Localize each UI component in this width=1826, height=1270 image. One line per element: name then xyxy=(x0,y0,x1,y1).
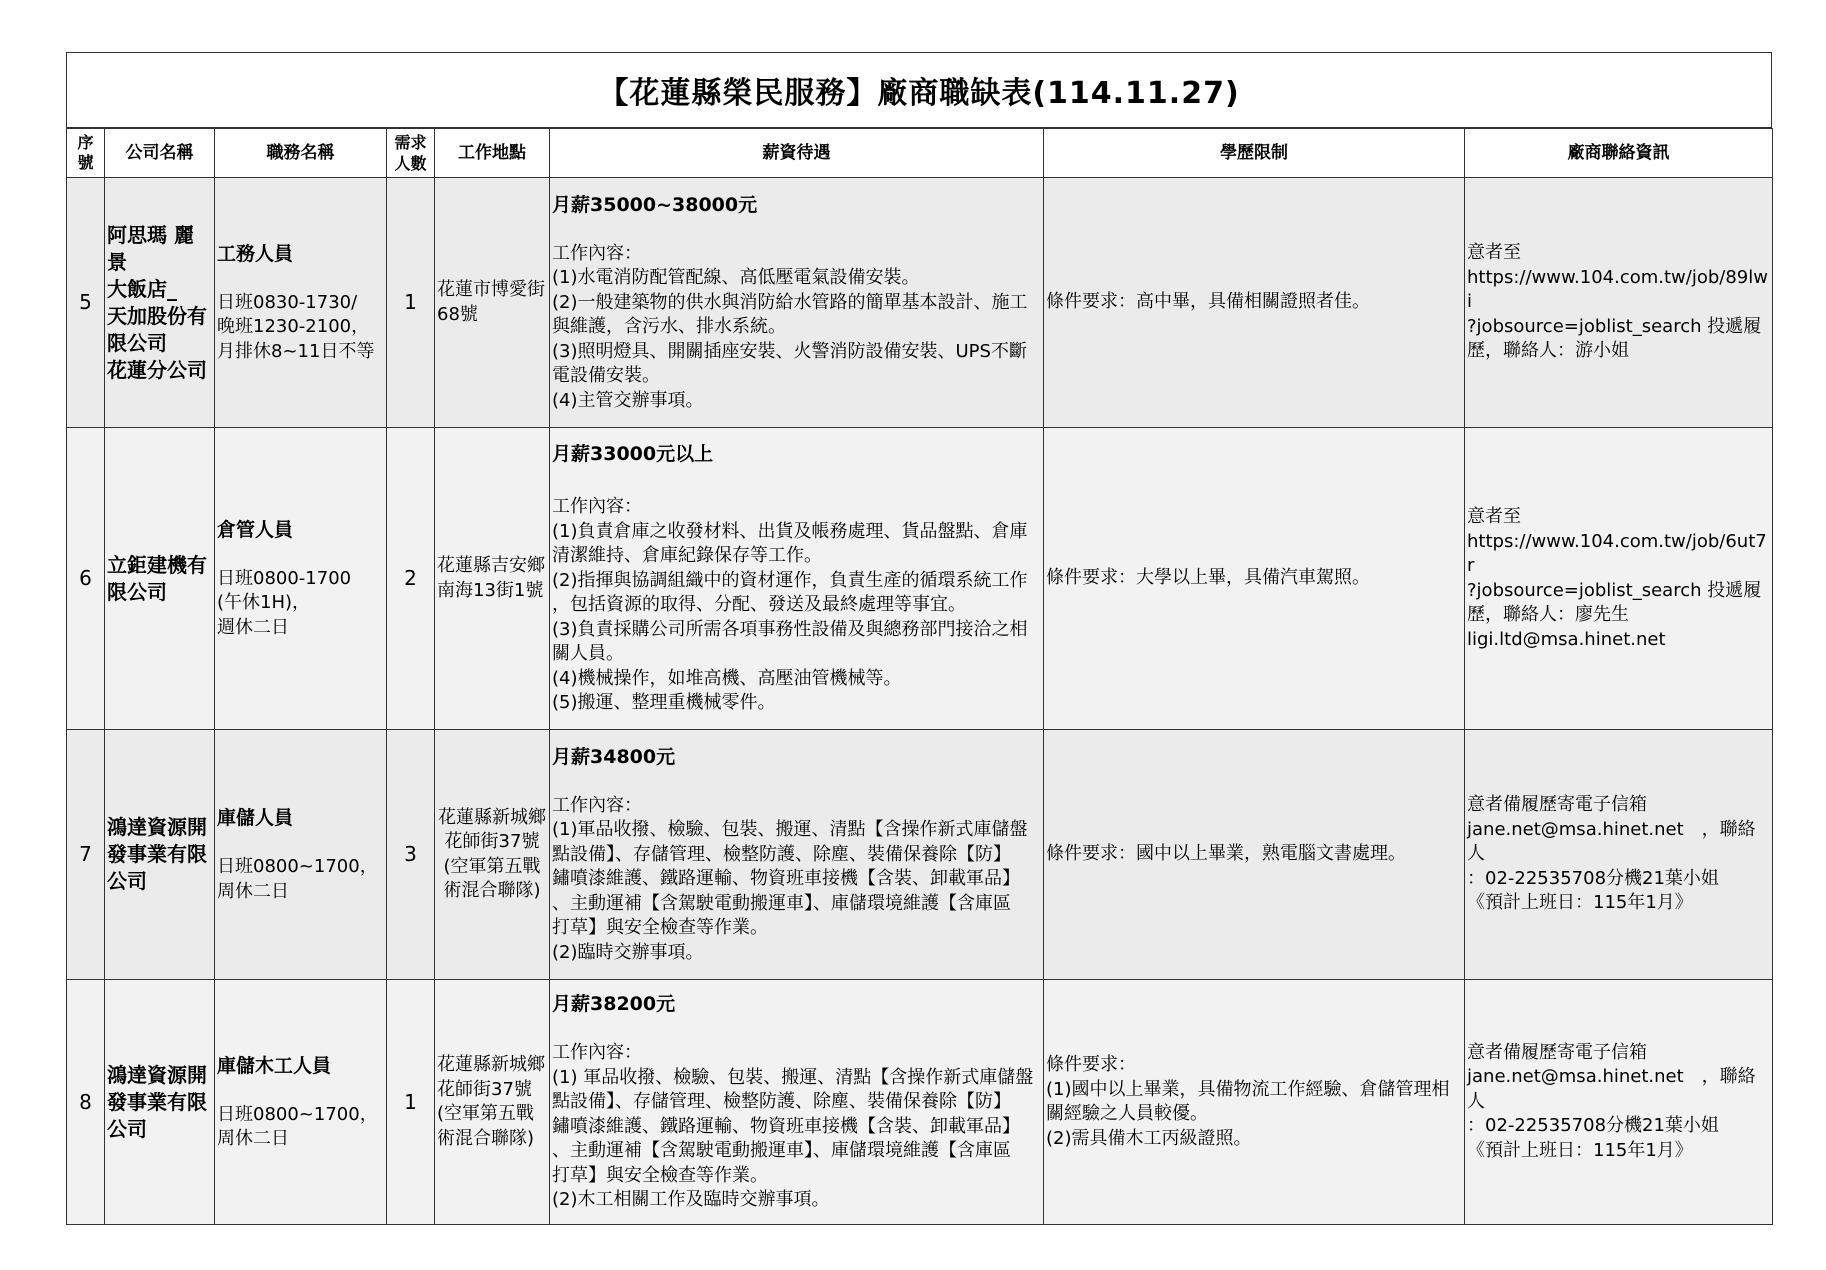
job-title: 工務人員 xyxy=(217,242,294,265)
content-line: 、主動運補【含駕駛電動搬運車】、庫儲環境維護【含庫區 xyxy=(552,892,1011,914)
content-line: 打草】與安全檢查等作業。 xyxy=(552,917,768,939)
content-line: 與維護，含污水、排水系統。 xyxy=(552,316,786,338)
education-line: 關經驗之人員較優。 xyxy=(1046,1103,1208,1124)
seq-cell: 6 xyxy=(67,428,105,730)
education-cell xyxy=(1044,730,1465,980)
content-line: 電設備安裝。 xyxy=(552,365,660,387)
company-line: 天加股份有 xyxy=(107,303,207,328)
education-cell xyxy=(1044,980,1465,1225)
contact-cell xyxy=(1465,980,1773,1225)
contact-cell xyxy=(1465,428,1773,730)
content-line: (3)照明燈具、開關插座安裝、火警消防設備安裝、UPS不斷 xyxy=(552,340,1027,362)
education-cell xyxy=(1044,428,1465,730)
contact-email[interactable]: ligi.ltd@msa.hinet.net xyxy=(1467,628,1666,650)
content-line: 點設備】、存儲管理、檢整防護、除塵、裝備保養除【防】 xyxy=(552,843,1011,865)
location-line: (空軍第五戰 xyxy=(437,1103,535,1124)
header-location: 工作地點 xyxy=(435,129,550,178)
content-line: (2)木工相關工作及臨時交辦事項。 xyxy=(552,1189,830,1211)
company-line: 立鉅建機有 xyxy=(107,552,207,577)
company-line: 發事業有限 xyxy=(107,1089,207,1114)
contact-line: 意者至 xyxy=(1467,242,1521,264)
contact-line: 歷，聯絡人：游小姐 xyxy=(1467,340,1629,362)
contact-line: 意者至 xyxy=(1467,506,1521,527)
content-line: (2)指揮與協調組織中的資材運作，負責生產的循環系統工作 xyxy=(552,569,1028,591)
content-line: (1)負責倉庫之收發材料、出貨及帳務處理、貨品盤點、倉庫 xyxy=(552,520,1028,542)
job-cell xyxy=(215,178,387,428)
company-line: 限公司 xyxy=(107,330,167,355)
location-line: 68號 xyxy=(437,303,478,325)
content-line: 鏽噴漆維護、鐵路運輸、物資班車接機【含裝、卸載軍品】 xyxy=(552,1115,1020,1137)
header-salary: 薪資待遇 xyxy=(550,129,1044,178)
job-cell xyxy=(215,428,387,730)
job-title: 庫儲木工人員 xyxy=(217,1054,332,1077)
job-title: 庫儲人員 xyxy=(217,807,294,829)
header-job: 職務名稱 xyxy=(215,129,387,178)
contact-line: ?jobsource=joblist_search 投遞履 xyxy=(1467,315,1762,337)
contact-link[interactable]: https://www.104.com.tw/job/89lwi xyxy=(1467,266,1768,313)
salary-cell xyxy=(550,730,1044,980)
content-line: (1)水電消防配管配線、高低壓電氣設備安裝。 xyxy=(552,267,920,289)
contact-line: 歷，聯絡人：廖先生 xyxy=(1467,604,1629,625)
table-row xyxy=(67,428,1773,730)
location-line: 花蓮縣新城鄉 xyxy=(438,806,546,828)
content-line: 關人員。 xyxy=(552,643,624,665)
content-label: 工作內容： xyxy=(552,794,642,816)
salary-cell xyxy=(550,178,1044,428)
company-cell xyxy=(105,428,215,730)
header-contact: 廠商聯絡資訊 xyxy=(1465,129,1773,178)
contact-email[interactable]: jane.net@msa.hinet.net ，聯絡人 xyxy=(1467,818,1756,865)
education-line: 條件要求： xyxy=(1046,1054,1136,1075)
company-line: 大飯店_ xyxy=(107,276,177,301)
content-line: (1)軍品收撥、檢驗、包裝、搬運、清點【含操作新式庫儲盤 xyxy=(552,819,1028,841)
hours-line: 晚班1230-2100， xyxy=(217,316,370,338)
education-line: (2)需具備木工丙級證照。 xyxy=(1046,1127,1252,1149)
header-company: 公司名稱 xyxy=(105,129,215,178)
contact-line: 《預計上班日：115年1月》 xyxy=(1467,892,1693,914)
hours-line: 周休二日 xyxy=(217,1128,289,1149)
count-cell: 1 xyxy=(387,178,435,428)
job-title: 倉管人員 xyxy=(217,518,294,541)
table-row xyxy=(67,178,1773,428)
hours-line: (午休1H)， xyxy=(217,592,311,614)
content-line: 清潔維持、倉庫紀錄保存等工作。 xyxy=(552,545,822,567)
content-line: (4)主管交辦事項。 xyxy=(552,389,704,411)
content-line: 打草】與安全檢查等作業。 xyxy=(552,1164,768,1186)
work-hours xyxy=(217,1103,384,1152)
hours-line: 日班0800-1700 xyxy=(217,567,352,589)
contact-cell xyxy=(1465,730,1773,980)
hours-line: 日班0800~1700， xyxy=(217,1103,378,1125)
table-row xyxy=(67,730,1773,980)
company-line: 發事業有限 xyxy=(107,842,207,866)
contact-line: ：02-22535708分機21葉小姐 xyxy=(1467,867,1719,889)
education-line: 條件要求：國中以上畢業，熟電腦文書處理。 xyxy=(1046,843,1406,865)
location-line: 花師街37號 xyxy=(437,1078,532,1100)
job-listing-sheet xyxy=(66,52,1772,1225)
seq-cell: 7 xyxy=(67,730,105,980)
count-cell: 2 xyxy=(387,428,435,730)
job-cell xyxy=(215,730,387,980)
count-cell: 1 xyxy=(387,980,435,1225)
location-cell xyxy=(435,980,550,1225)
location-line: 花蓮市博愛街 xyxy=(437,279,545,300)
content-line: 鏽噴漆維護、鐵路運輸、物資班車接機【含裝、卸載軍品】 xyxy=(552,868,1020,890)
seq-cell: 5 xyxy=(67,178,105,428)
content-label: 工作內容： xyxy=(552,496,642,518)
contact-line: 意者備履歷寄電子信箱 xyxy=(1467,1041,1647,1063)
company-line: 限公司 xyxy=(107,579,167,604)
company-line: 阿思瑪 麗景 xyxy=(107,222,194,274)
contact-email[interactable]: jane.net@msa.hinet.net ，聯絡人 xyxy=(1467,1066,1756,1112)
contact-cell xyxy=(1465,178,1773,428)
hours-line: 月排休8~11日不等 xyxy=(217,340,375,362)
header-education: 學歷限制 xyxy=(1044,129,1465,178)
salary-amount: 月薪34800元 xyxy=(552,745,676,768)
company-line: 公司 xyxy=(107,869,147,893)
contact-line: 《預計上班日：115年1月》 xyxy=(1467,1139,1693,1161)
education-line: 條件要求：大學以上畢，具備汽車駕照。 xyxy=(1046,567,1370,589)
job-table xyxy=(66,128,1773,1225)
education-line: (1)國中以上畢業，具備物流工作經驗、倉儲管理相 xyxy=(1046,1078,1450,1100)
work-hours xyxy=(217,291,384,365)
location-cell xyxy=(435,178,550,428)
location-line: 花師街37號 xyxy=(444,831,540,852)
salary-amount: 月薪38200元 xyxy=(552,993,676,1016)
location-cell xyxy=(435,730,550,980)
company-cell xyxy=(105,730,215,980)
content-line: (1) 軍品收撥、檢驗、包裝、搬運、清點【含操作新式庫儲盤 xyxy=(552,1066,1034,1088)
company-cell xyxy=(105,178,215,428)
count-cell: 3 xyxy=(387,730,435,980)
content-line: 、主動運補【含駕駛電動搬運車】、庫儲環境維護【含庫區 xyxy=(552,1140,1011,1162)
content-line: (5)搬運、整理重機械零件。 xyxy=(552,692,776,714)
salary-amount: 月薪35000~38000元 xyxy=(552,193,758,216)
content-line: ，包括資源的取得、分配、發送及最終處理等事宜。 xyxy=(552,594,966,616)
content-line: (4)機械操作，如堆高機、高壓油管機械等。 xyxy=(552,667,902,689)
location-cell xyxy=(435,428,550,730)
content-label: 工作內容： xyxy=(552,242,642,264)
header-seq: 序號 xyxy=(67,129,105,178)
salary-cell xyxy=(550,980,1044,1225)
company-line: 鴻達資源開 xyxy=(107,815,207,839)
location-line: 花蓮縣吉安鄉 xyxy=(437,555,545,576)
header-count: 需求人數 xyxy=(387,129,435,178)
location-line: 南海13街1號 xyxy=(437,579,544,601)
location-line: 術混合聯隊) xyxy=(437,1127,535,1149)
contact-line: ：02-22535708分機21葉小姐 xyxy=(1467,1115,1719,1137)
company-line: 公司 xyxy=(107,1116,147,1141)
hours-line: 日班0830-1730/ xyxy=(217,291,358,313)
salary-amount: 月薪33000元以上 xyxy=(552,443,714,466)
hours-line: 周休二日 xyxy=(217,880,289,902)
location-line: (空軍第五戰 xyxy=(443,855,541,877)
salary-cell xyxy=(550,428,1044,730)
table-row xyxy=(67,980,1773,1225)
content-line: (2)臨時交辦事項。 xyxy=(552,941,704,963)
education-line: 條件要求：高中畢，具備相關證照者佳。 xyxy=(1046,291,1370,313)
seq-cell: 8 xyxy=(67,980,105,1225)
company-line: 花蓮分公司 xyxy=(107,357,207,382)
contact-line: ?jobsource=joblist_search 投遞履 xyxy=(1467,579,1762,601)
content-line: (3)負責採購公司所需各項事務性設備及與總務部門接洽之相 xyxy=(552,618,1028,640)
work-hours xyxy=(217,855,384,904)
company-cell xyxy=(105,980,215,1225)
contact-link[interactable]: https://www.104.com.tw/job/6ut7r xyxy=(1467,530,1767,576)
content-label: 工作內容： xyxy=(552,1042,642,1064)
contact-line: 意者備履歷寄電子信箱 xyxy=(1467,794,1647,816)
location-line: 術混合聯隊) xyxy=(443,880,541,901)
education-cell xyxy=(1044,178,1465,428)
location-line: 花蓮縣新城鄉 xyxy=(437,1054,545,1075)
work-hours xyxy=(217,567,384,641)
hours-line: 週休二日 xyxy=(217,616,289,638)
hours-line: 日班0800~1700， xyxy=(217,856,378,877)
job-cell xyxy=(215,980,387,1225)
company-line: 鴻達資源開 xyxy=(107,1062,207,1087)
page-title: 【花蓮縣榮民服務】廠商職缺表(114.11.27) xyxy=(66,52,1772,128)
table-header-row xyxy=(67,129,1773,178)
content-line: 點設備】、存儲管理、檢整防護、除塵、裝備保養除【防】 xyxy=(552,1091,1011,1113)
content-line: (2)一般建築物的供水與消防給水管路的簡單基本設計、施工 xyxy=(552,291,1028,313)
